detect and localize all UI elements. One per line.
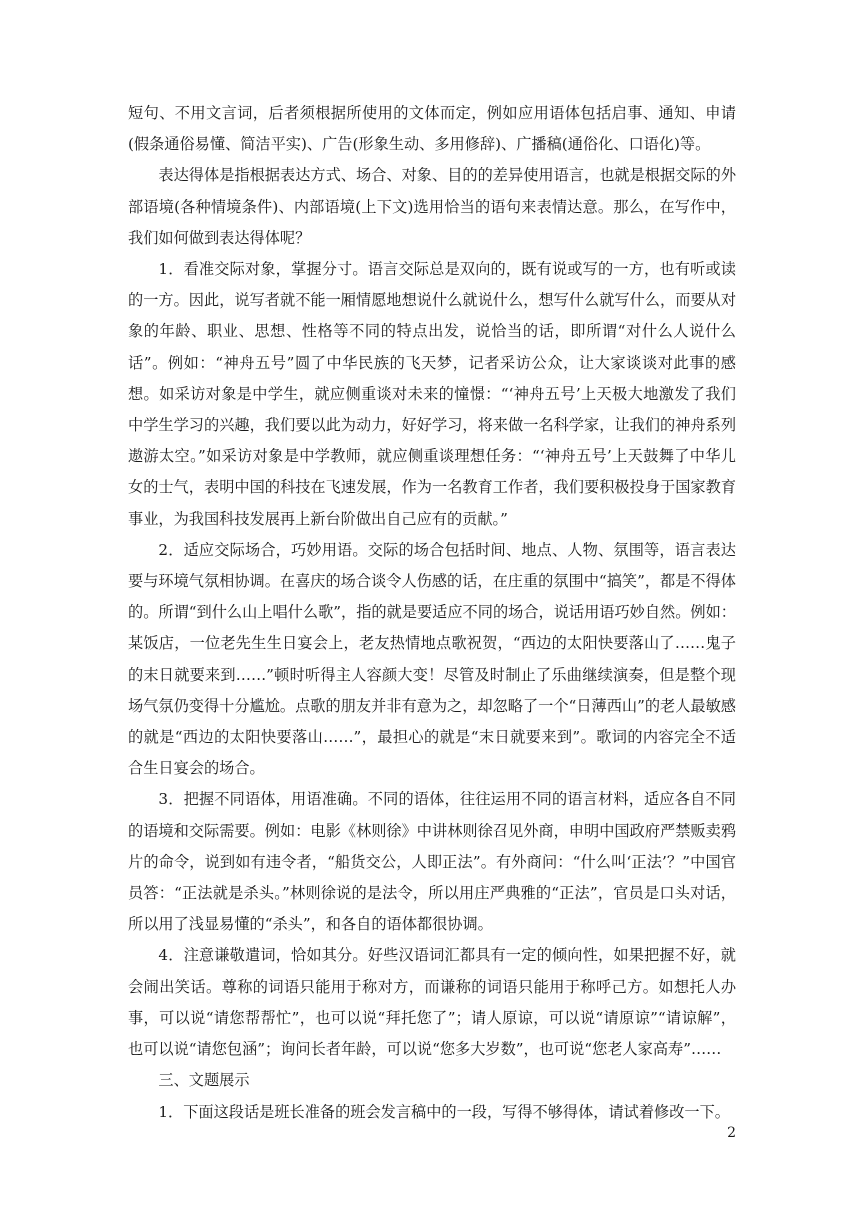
page-number: 2: [727, 1125, 736, 1141]
paragraph-point-2: 2．适应交际场合，巧妙用语。交际的场合包括时间、地点、人物、氛围等，语言表达要与环境气氛相协调。在喜庆的场合谈令人伤感的话，在庄重的氛围中“搞笑”，都是不得体的。所谓“到什么山上唱什么歌”，指的就是要适应不同的场合，说话用语巧妙自然。例如：某饭店，一位老先生生日宴会上，老友热情地点歌祝贺，“西边的太阳快要落山了……鬼子的末日就要来到……”顿时听得主人容颜大变！尽管及时制止了乐曲继续演奏，但是整个现场气氛仍变得十分尴尬。点歌的朋友并非有意为之，却忽略了一个“日薄西山”的老人最敏感的就是“西边的太阳快要落山……”，最担心的就是“末日就要来到”。歌词的内容完全不适合生日宴会的场合。: [128, 540, 736, 778]
section-heading: 三、文题展示: [158, 1071, 250, 1090]
paragraph-question-1: 1．下面这段话是班长准备的班会发言稿中的一段，写得不够得体，请试着修改一下。: [158, 1102, 730, 1121]
document-body: [128, 98, 736, 1128]
paragraph-point-3: 3．把握不同语体，用语准确。不同的语体，往往运用不同的语言材料，适应各自不同的语境和交际需要。例如：电影《林则徐》中讲林则徐召见外商，申明中国政府严禁贩卖鸦片的命令，说到如有违令者，“船货交公，人即正法”。有外商问：“什么叫‘正法’？”中国官员答：“正法就是杀头。”林则徐说的是法令，所以用庄严典雅的“正法”，官员是口头对话，所以用了浅显易懂的“杀头”，和各自的语体都很协调。: [128, 790, 736, 934]
paragraph-point-4: 4．注意谦敬遣词，恰如其分。好些汉语词汇都具有一定的倾向性，如果把握不好，就会闹出笑话。尊称的词语只能用于称对方，而谦称的词语只能用于称呼己方。如想托人办事，可以说“请您帮帮忙”，也可以说“拜托您了”；请人原谅，可以说“请原谅”“请谅解”，也可以说“请您包涵”；询问长者年龄，可以说“您多大岁数”，也可说“您老人家高寿”……: [128, 946, 736, 1059]
paragraph-continued: 短句、不用文言词，后者须根据所使用的文体而定，例如应用语体包括启事、通知、申请(假条通俗易懂、简洁平实)、广告(形象生动、多用修辞)、广播稿(通俗化、口语化)等。: [128, 104, 736, 154]
paragraph-point-1: 1．看准交际对象，掌握分寸。语言交际总是双向的，既有说或写的一方，也有听或读的一方。因此，说写者就不能一厢情愿地想说什么就说什么，想写什么就写什么，而要从对象的年龄、职业、思想、性格等不同的特点出发，说恰当的话，即所谓“对什么人说什么话”。例如：“神舟五号”圆了中华民族的飞天梦，记者采访公众，让大家谈谈对此事的感想。如采访对象是中学生，就应侧重谈对未来的憧憬：“‘神舟五号’上天极大地激发了我们中学生学习的兴趣，我们要以此为动力，好好学习，将来做一名科学家，让我们的神舟系列遨游太空。”如采访对象是中学教师，就应侧重谈理想任务：“‘神舟五号’上天鼓舞了中华儿女的士气，表明中国的科技在飞速发展，作为一名教育工作者，我们要积极投身于国家教育事业，为我国科技发展再上新台阶做出自己应有的贡献。”: [128, 260, 736, 528]
paragraph-definition: 表达得体是指根据表达方式、场合、对象、目的的差异使用语言，也就是根据交际的外部语境(各种情境条件)、内部语境(上下文)选用恰当的语句来表情达意。那么，在写作中，我们如何做到表达得体呢？: [128, 166, 736, 247]
